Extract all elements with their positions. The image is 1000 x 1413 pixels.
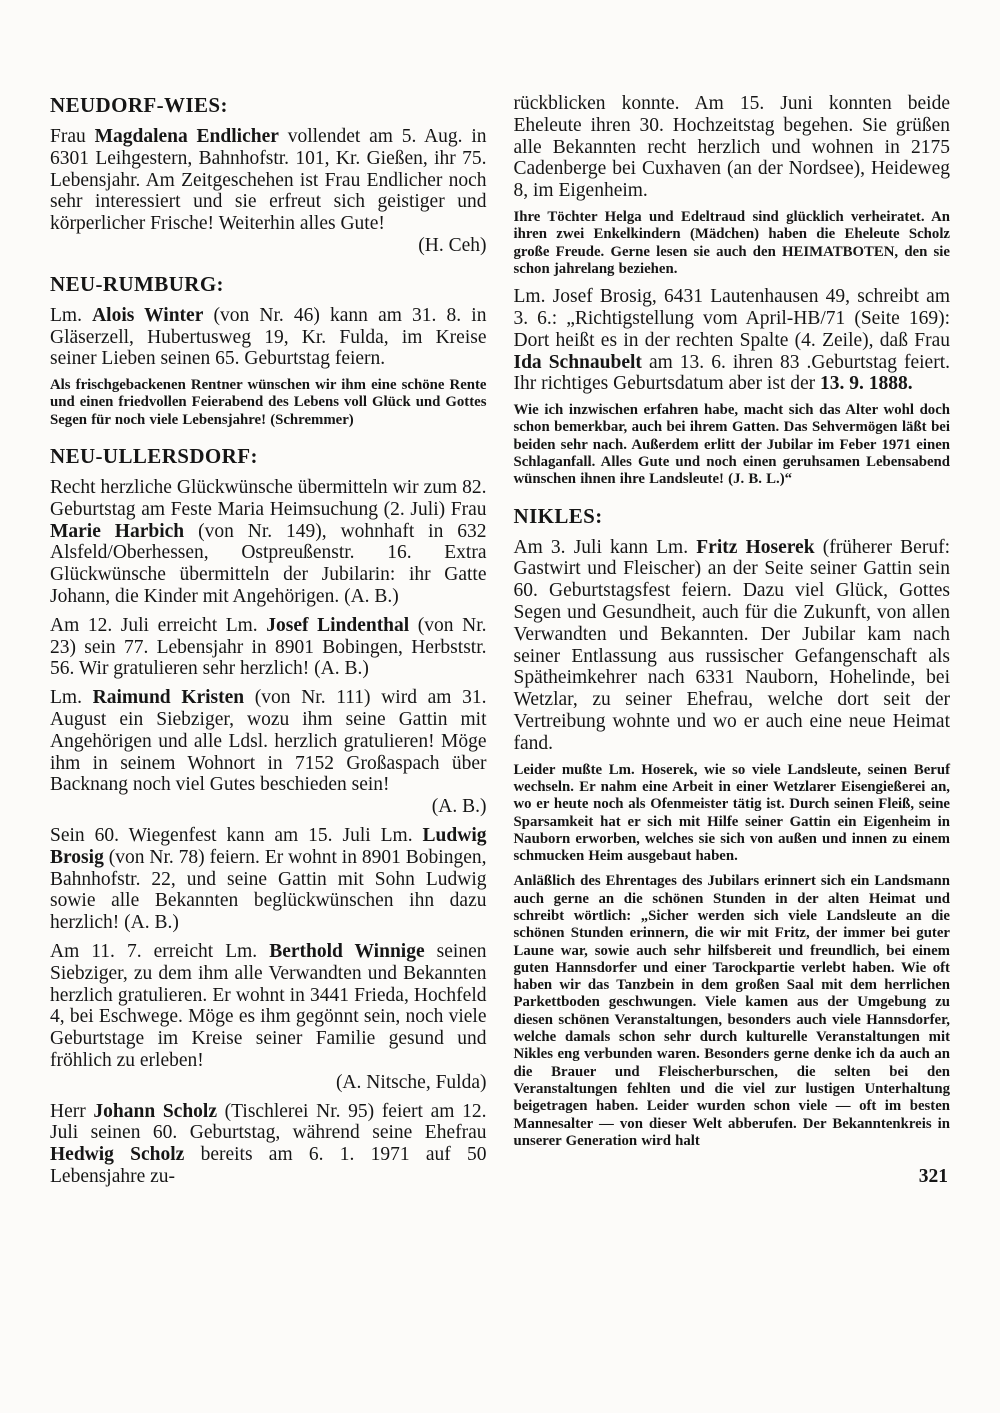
text-run: am 13. 6. ihren 83 .Geburtstag feiert. Ihr richtiges Geburtsdatum aber ist der	[513, 351, 950, 395]
smallprint-alois-winter: Als frischgebackenen Rentner wünschen wir ihm eine schöne Rente und einen friedvollen Feierabend des Lebens voll Glück und Gottes Segen für noch viele Lebensjahre! (Schremmer)	[50, 377, 487, 428]
text-run: (von Nr. 23) sein 77. Lebensjahr in 8901 Bobingen, Herbststr. 56. Wir gratulieren sehr herzlich! (A. B.)	[50, 614, 487, 680]
paragraph-berthold-winnige	[50, 941, 487, 1072]
text-run: (von Nr. 149), wohnhaft in 632 Alsfeld/Oberhessen, Ostpreußenstr. 16. Extra Glückwünsche übermitteln der Jubilarin: ihr Gatte Johann, die Kinder mit Angehörigen. (A. B.)	[50, 520, 487, 608]
bold-text-run: Fritz Hoserek	[696, 536, 815, 558]
paragraph-scholz-continuation: rückblicken konnte. Am 15. Juni konnten beide Eheleute ihren 30. Hochzeitstag begehen. Sie grüßen alle Bekannten recht herzlich und wohnen in 2175 Cadenberge bei Cuxhaven (an der Nordsee), Heideweg 8, im Eigenheim.	[513, 93, 950, 202]
bold-text-run: Magdalena Endlicher	[94, 126, 279, 147]
text-run: Herr	[50, 1100, 94, 1122]
smallprint-scholz-family: Ihre Töchter Helga und Edeltraud sind glücklich verheiratet. An ihren zwei Enkelkindern (Mädchen) haben die Eheleute Scholz große Freude. Gerne lesen sie auch den HEIMATBOTEN, den sie schon jahrelang beziehen.	[513, 208, 950, 277]
text-run: Am 3. Juli kann Lm.	[513, 536, 697, 558]
paragraph-alois-winter	[50, 305, 487, 370]
text-run: Lm.	[50, 304, 93, 326]
paragraph-magdalena-endlicher	[50, 126, 487, 235]
signature-a-nitsche-fulda: (A. Nitsche, Fulda)	[335, 1071, 487, 1093]
bold-text-run: Ludwig Brosig	[50, 825, 487, 868]
bold-text-run: Berthold Winnige	[269, 941, 425, 962]
signature-h-ceh: (H. Ceh)	[418, 234, 487, 256]
text-run: Recht herzliche Glückwünsche übermitteln wir zum 82. Geburtstag am Feste Maria Heimsuchung (2. Juli) Frau	[50, 477, 487, 520]
bold-text-run: Raimund Kristen	[92, 687, 245, 709]
bold-text-run: 13. 9. 1888.	[820, 373, 913, 395]
text-run: Sein 60. Wiegenfest kann am 15. Juli Lm.	[50, 825, 423, 847]
smallprint-schnaubelt: Wie ich inzwischen erfahren habe, macht sich das Alter wohl doch schon bemerkbar, auch bei ihrem Gatten. Das Sehvermögen läßt bei beiden sehr nach. Außerdem erlitt der Jubilar im Feber 1971 einen Schlaganfall. Alles Gute und noch einen geruhsamen Lebensabend wünschen ihnen ihre Landsleute! (J. B. L.)“	[513, 402, 950, 488]
paragraph-johann-scholz	[50, 1101, 487, 1188]
section-heading-nikles: NIKLES:	[513, 503, 603, 528]
right-column	[514, 93, 951, 1393]
text-run: seinen Siebziger, zu dem ihm alle Verwandten und Bekannten herzlich gratulieren. Er wohnt in 3441 Frieda, Hochfeld 4, bei Eschwege. Möge es ihm gegönnt sein, noch viele Geburtstage im Kreise seiner Familie gesund und fröhlich zu erleben!	[50, 941, 487, 1071]
text-run: (von Nr. 46) kann am 31. 8. in Gläserzell, Hubertusweg 19, Kr. Fulda, im Kreise seiner Lieben seinen 65. Geburtstag feiern.	[50, 304, 487, 370]
text-run: Frau	[50, 126, 95, 147]
bold-text-run: Hedwig Scholz	[50, 1144, 185, 1166]
text-run: Am 12. Juli erreicht Lm.	[50, 614, 267, 636]
left-column	[50, 93, 487, 1393]
signature-a-b: (A. B.)	[431, 796, 487, 818]
text-run: (Tischlerei Nr. 95) feiert am 12. Juli seinen 60. Geburtstag, während seine Ehefrau	[50, 1100, 487, 1144]
text-run: Lm. Josef Brosig, 6431 Lautenhausen 49, schreibt am 3. 6.: „Richtigstellung vom April-HB/71 (Seite 169): Dort heißt es in der rechten Spalte (4. Zeile), daß Frau	[513, 286, 950, 351]
paragraph-josef-lindenthal	[50, 615, 487, 680]
smallprint-hoserek-memories: Anläßlich des Ehrentages des Jubilars erinnert sich ein Landsmann auch gerne an die schönen Stunden in der alten Heimat und schreibt wörtlich: „Sicher werden sich viele Landsleute an die schönen Stunden erinnern, die wir mit Fritz, der immer bei guter Laune war, sowie auch sehr hilfsbereit und freundlich, bei einem guten Hannsdorfer und einer Tarockpartie verlebt haben. Wie oft haben wir das Tanzbein in dem großen Saal mit dem herrlichen Parkettboden geschwungen. Viele kamen aus der Umgebung zu diesen schönen Veranstaltungen, besonders auch viele Hannsdorfer, welche damals schon sehr durch kulturelle Veranstaltungen mit Nikles eng verbunden waren. Besonders gerne denke ich da auch an die Brauer und Fleischerburschen, die selten bei den Veranstaltungen fehlten und die viel zur lustigen Unterhaltung beigetragen haben. Leider wurden schon viele — oft im besten Mannesalter — von dieser Welt abberufen. Der Bekanntenkreis in unserer Generation wird halt	[513, 873, 950, 1149]
paragraph-fritz-hoserek	[514, 537, 951, 755]
paragraph-ludwig-brosig	[50, 825, 487, 934]
text-run: bereits am 6. 1. 1971 auf 50 Lebensjahre zu-	[50, 1144, 487, 1187]
text-run: (von Nr. 78) feiern. Er wohnt in 8901 Bobingen, Bahnhofstr. 22, und seine Gattin mit Sohn Ludwig sowie alle Bekannten beglückwünschen ihn dazu herzlich! (A. B.)	[50, 846, 487, 934]
paragraph-raimund-kristen	[50, 687, 487, 796]
section-heading-neudorf-wies: NEUDORF-WIES:	[50, 93, 228, 117]
bold-text-run: Ida Schnaubelt	[513, 351, 642, 373]
smallprint-hoserek-career: Leider mußte Lm. Hoserek, wie so viele Landsleute, seinen Beruf wechseln. Er nahm eine Arbeit in einer Wetzlarer Eisengießerei an, wo er heute noch als Ofenmeister tätig ist. Durch seinen Fleiß, seine Sparsamkeit hat er sich mit Hilfe seiner Gattin ein Eigenheim in Nauborn erworben, welches sie sich von außen und innen zu einem schmucken Heim ausgebaut haben.	[513, 761, 950, 865]
bold-text-run: Johann Scholz	[93, 1100, 218, 1122]
text-run: (früherer Beruf: Gastwirt und Fleischer) an der Seite seiner Gattin sein 60. Geburtstagsfest feiern. Dazu viel Glück, Gottes Segen und Gesundheit, auch für die Zukunft, von allen Verwandten und Bekannten. Der Jubilar kam nach seiner Entlassung aus russischer Gefangenschaft als Spätheimkehrer nach 6331 Nauborn, Hohelinde, bei Wetzlar, zu seiner Ehefrau, welche dort seit der Vertreibung wohnte und wo er auch eine neue Heimat fand.	[513, 536, 950, 754]
section-heading-neu-rumburg: NEU-RUMBURG:	[50, 271, 224, 296]
text-run: vollendet am 5. Aug. in 6301 Leihgestern, Bahnhofstr. 101, Kr. Gießen, ihr 75. Lebensjahr. Am Zeitgeschehen ist Frau Endlicher noch sehr interessiert und sie erfreut sich geistiger und körperlicher Frische! Weiterhin alles Gute!	[50, 126, 487, 235]
page-number: 321	[918, 1166, 948, 1188]
paragraph-marie-harbich	[50, 477, 487, 608]
paragraph-ida-schnaubelt	[514, 286, 951, 395]
bold-text-run: Josef Lindenthal	[266, 614, 410, 636]
text-run: (von Nr. 111) wird am 31. August ein Siebziger, wozu ihm seine Gattin mit Angehörigen und alle Ldsl. herzlich gratulieren! Möge ihm in seinem Wohnort in 7152 Großaspach über Backnang noch viel Gutes beschieden sein!	[50, 687, 487, 796]
section-heading-neu-ullersdorf: NEU-ULLERSDORF:	[50, 444, 258, 469]
bold-text-run: Marie Harbich	[50, 520, 185, 542]
text-run: Am 11. 7. erreicht Lm.	[50, 941, 270, 962]
bold-text-run: Alois Winter	[92, 304, 204, 326]
text-run: Lm.	[50, 687, 93, 709]
